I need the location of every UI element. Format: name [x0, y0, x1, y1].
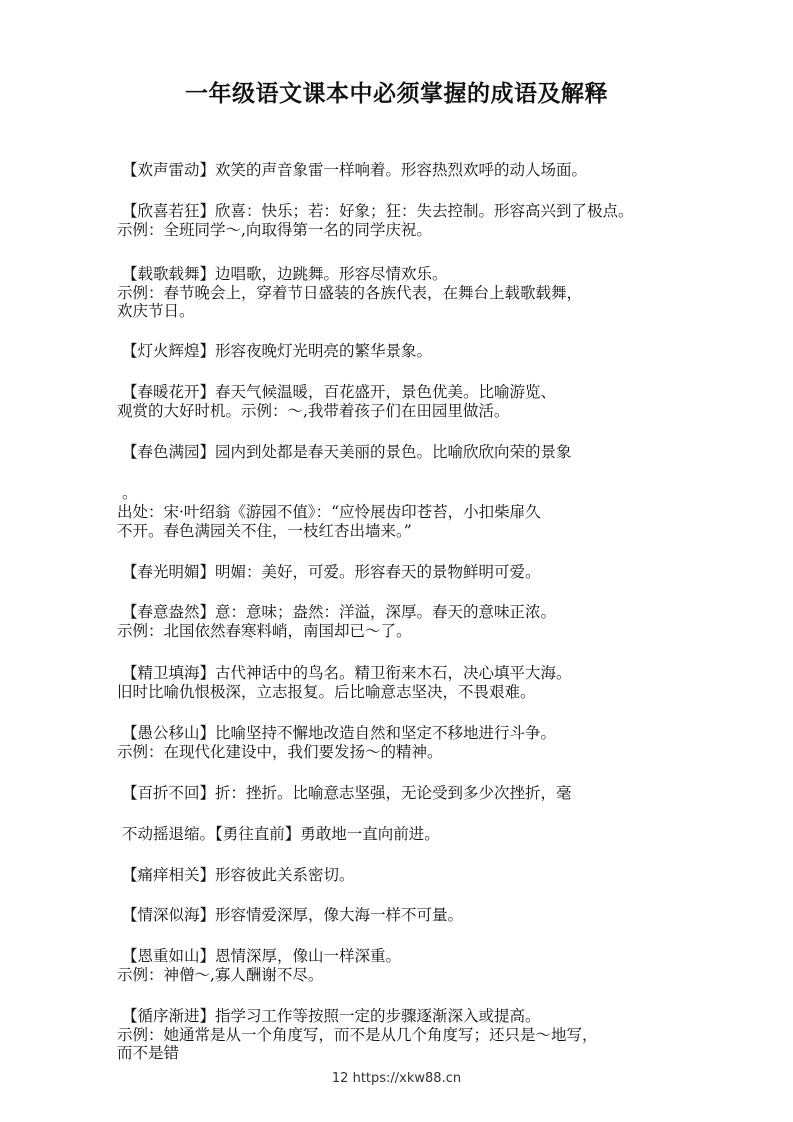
text-line: 欢庆节日。	[117, 302, 195, 320]
text-line: 【春光明媚】明媚：美好，可爱。形容春天的景物鲜明可爱。	[122, 563, 541, 581]
text-line: 【春意盎然】意：意味；盎然：洋溢，深厚。春天的意味正浓。	[122, 603, 557, 621]
text-line: 【百折不回】折：挫折。比喻意志坚强，无论受到多少次挫折，毫	[122, 784, 572, 802]
text-line: 不动摇退缩。【勇往直前】勇敢地一直向前进。	[122, 825, 440, 843]
text-line: 示例：神僧～,寡人酬谢不尽。	[117, 966, 324, 984]
text-line: 示例：全班同学～,向取得第一名的同学庆祝。	[117, 221, 432, 239]
text-line: 不开。春色满园关不住，一枝红杏出墙来。”	[117, 522, 412, 540]
text-line: 旧时比喻仇恨极深，立志报复。后比喻意志坚决，不畏艰难。	[117, 683, 536, 701]
text-line: 示例：春节晚会上，穿着节日盛装的各族代表，在舞台上载歌载舞，	[117, 284, 583, 302]
text-line: 【精卫填海】古代神话中的鸟名。精卫衔来木石，决心填平大海。	[122, 664, 572, 682]
text-line: 【欣喜若狂】欣喜：快乐；若：好象；狂：失去控制。形容高兴到了极点。	[122, 202, 634, 220]
text-line: 。	[122, 484, 138, 502]
text-line: 观赏的大好时机。示例：～,我带着孩子们在田园里做活。	[117, 402, 510, 420]
text-line: 而不是错	[117, 1044, 180, 1062]
text-line: 【春色满园】园内到处都是春天美丽的景色。比喻欣欣向荣的景象	[122, 443, 572, 461]
text-line: 【情深似海】形容情爱深厚，像大海一样不可量。	[122, 906, 464, 924]
page-title: 一年级语文课本中必须掌握的成语及解释	[185, 81, 608, 107]
text-line: 【载歌载舞】边唱歌，边跳舞。形容尽情欢乐。	[122, 265, 448, 283]
page-footer: 12 https://xkw88.cn	[331, 1071, 462, 1086]
text-line: 【灯火辉煌】形容夜晚灯光明亮的繁华景象。	[122, 342, 433, 360]
text-line: 【痛痒相关】形容彼此关系密切。	[122, 866, 355, 884]
text-line: 【欢声雷动】欢笑的声音象雷一样响着。形容热烈欢呼的动人场面。	[122, 161, 588, 179]
text-line: 【恩重如山】恩情深厚，像山一样深重。	[122, 947, 402, 965]
text-line: 示例：她通常是从一个角度写，而不是从几个角度写；还只是～地写，	[117, 1026, 598, 1044]
text-line: 【愚公移山】比喻坚持不懈地改造自然和坚定不移地进行斗争。	[122, 724, 557, 742]
text-line: 出处：宋·叶绍翁《游园不值》：“应怜展齿印苍苔，小扣柴扉久	[117, 503, 541, 521]
text-line: 示例：北国依然春寒料峭，南国却已～了。	[117, 622, 412, 640]
text-line: 【春暖花开】春天气候温暖，百花盛开，景色优美。比喻游览、	[122, 383, 557, 401]
text-line: 【循序渐进】指学习工作等按照一定的步骤逐渐深入或提高。	[122, 1007, 541, 1025]
text-line: 示例：在现代化建设中，我们要发扬～的精神。	[117, 743, 443, 761]
